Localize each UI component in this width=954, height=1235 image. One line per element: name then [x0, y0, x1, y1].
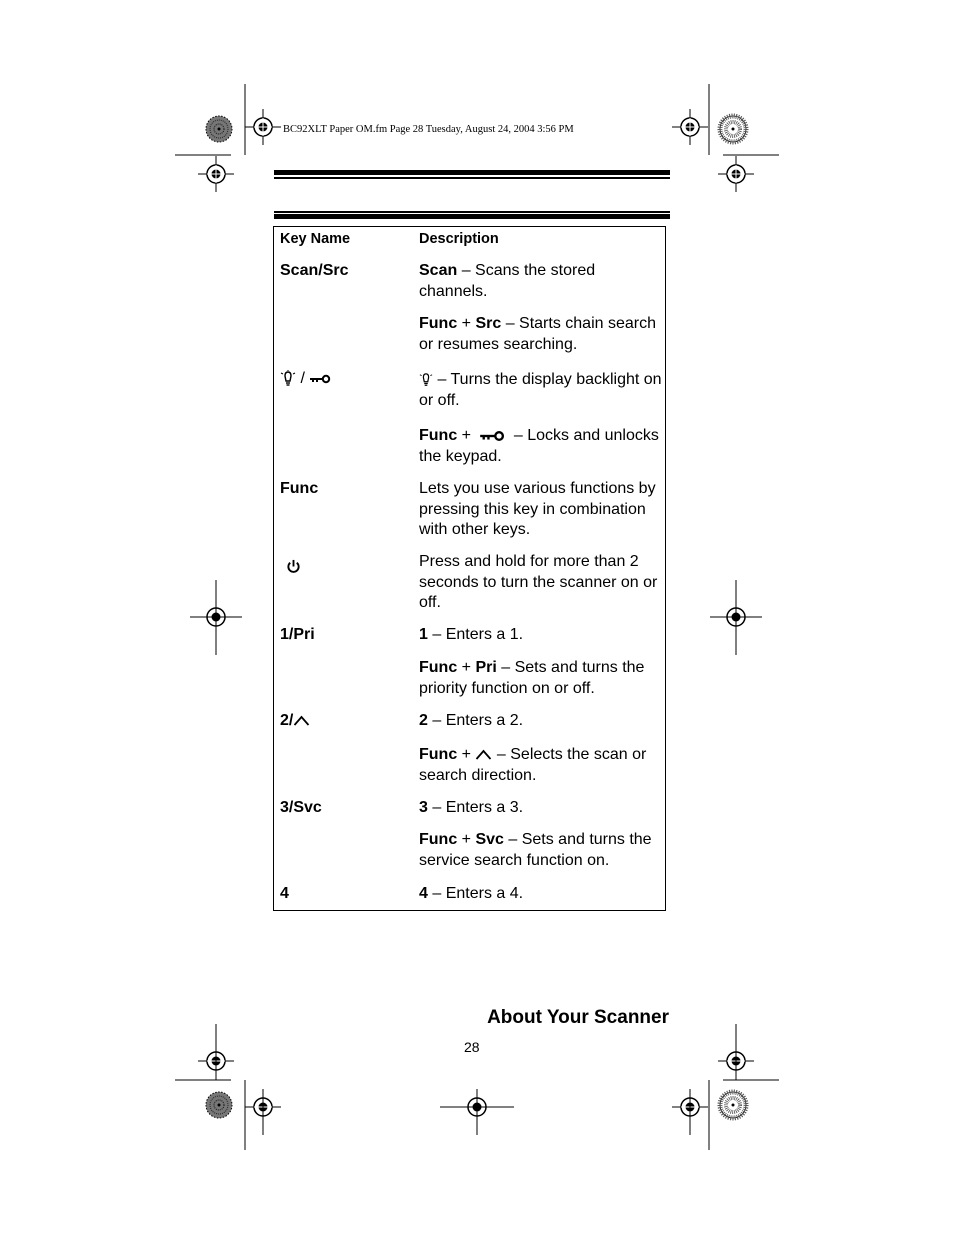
power-icon	[286, 559, 301, 574]
key-lock-icon	[479, 430, 505, 442]
table-rule-thin	[274, 211, 670, 213]
top-rule-thin	[274, 177, 670, 179]
column-header-description: Description	[419, 231, 499, 247]
key-description-table	[273, 226, 666, 911]
starburst-target-icon	[206, 116, 232, 142]
key-lock-icon	[309, 374, 331, 384]
desc-func-direction: Func + – Selects the scan or search direction.	[419, 746, 647, 784]
section-title: About Your Scanner	[487, 1007, 669, 1028]
key-light-lock: /	[280, 370, 331, 388]
backlight-bulb-icon	[419, 372, 433, 388]
key-4: 4	[280, 885, 289, 902]
backlight-bulb-icon	[280, 370, 296, 388]
up-chevron-icon	[293, 715, 310, 726]
desc-func-pri: Func + Pri – Sets and turns the priority function on or off.	[419, 659, 645, 697]
key-2-direction: 2/	[280, 712, 310, 730]
desc-scan: Scan – Scans the stored channels.	[419, 262, 596, 300]
desc-backlight: – Turns the display backlight on or off.	[419, 371, 662, 409]
desc-func: Lets you use various functions by pressing this key in combination with other keys.	[419, 480, 656, 538]
starburst-target-icon	[720, 116, 746, 142]
desc-4: 4 – Enters a 4.	[419, 885, 524, 902]
key-func: Func	[280, 480, 319, 497]
registration-mark-icon	[718, 156, 754, 192]
table-rule-thick	[274, 214, 670, 219]
desc-2: 2 – Enters a 2.	[419, 712, 524, 729]
registration-mark-icon	[198, 156, 234, 192]
page-number: 28	[464, 1039, 480, 1055]
starburst-target-icon	[206, 1092, 232, 1118]
desc-1: 1 – Enters a 1.	[419, 626, 524, 643]
key-scan-src: Scan/Src	[280, 262, 349, 279]
key-power	[286, 558, 301, 576]
registration-mark-icon	[245, 109, 281, 145]
file-info-header: BC92XLT Paper OM.fm Page 28 Tuesday, August 24, 2004 3:56 PM	[283, 124, 574, 135]
registration-mark-icon	[672, 109, 708, 145]
up-chevron-icon	[475, 749, 492, 760]
desc-power: Press and hold for more than 2 seconds to turn the scanner on or off.	[419, 553, 658, 611]
starburst-target-icon	[720, 1092, 746, 1118]
key-1-pri: 1/Pri	[280, 626, 315, 643]
top-rule-thick	[274, 170, 670, 175]
desc-3: 3 – Enters a 3.	[419, 799, 524, 816]
desc-func-src: Func + Src – Starts chain search or resumes searching.	[419, 315, 656, 353]
key-3-svc: 3/Svc	[280, 799, 322, 816]
column-header-key: Key Name	[280, 231, 351, 247]
desc-func-lock: Func + – Locks and unlocks the keypad.	[419, 427, 659, 465]
desc-func-svc: Func + Svc – Sets and turns the service search function on.	[419, 831, 652, 869]
